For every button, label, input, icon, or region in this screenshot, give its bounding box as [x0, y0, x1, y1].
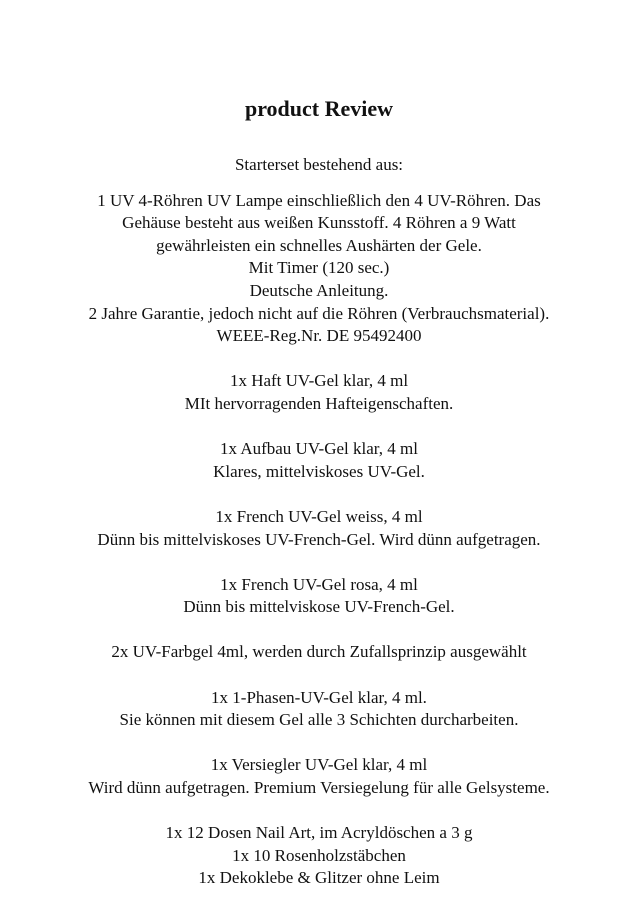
- product-heading: 1x 1-Phasen-UV-Gel klar, 4 ml.: [211, 687, 427, 707]
- lamp-line: Deutsche Anleitung.: [249, 280, 389, 300]
- product-heading: 1x Aufbau UV-Gel klar, 4 ml: [220, 439, 418, 459]
- spacer: [0, 483, 638, 506]
- spacer: [0, 732, 638, 755]
- lamp-line: Mit Timer (120 sec.): [248, 258, 390, 278]
- product-description: Dünn bis mittelviskoses UV-French-Gel. Wird dünn aufgetragen.: [97, 529, 541, 549]
- product-description: Klares, mittelviskoses UV-Gel.: [213, 461, 425, 481]
- product-heading: 1x Haft UV-Gel klar, 4 ml: [229, 371, 409, 391]
- product-heading: 1x French UV-Gel weiss, 4 ml: [215, 506, 423, 526]
- product-description: Wird dünn aufgetragen. Premium Versiegelung für alle Gelsysteme.: [88, 778, 550, 798]
- product-heading: 1x Versiegler UV-Gel klar, 4 ml: [210, 755, 428, 775]
- product-heading: 1x French UV-Gel rosa, 4 ml: [220, 574, 418, 594]
- spacer: [0, 800, 638, 823]
- lamp-line: 1 UV 4-Röhren UV Lampe einschließlich den 4 UV-Röhren. Das: [97, 190, 541, 210]
- spacer: [0, 664, 638, 687]
- lamp-line: gewährleisten ein schnelles Aushärten der Gele.: [156, 235, 482, 255]
- lamp-line: 2 Jahre Garantie, jedoch nicht auf die Röhren (Verbrauchsmaterial).: [88, 303, 550, 323]
- product-heading: 2x UV-Farbgel 4ml, werden durch Zufallsprinzip ausgewählt: [111, 642, 527, 662]
- intro-line: Starterset bestehend aus:: [234, 155, 404, 174]
- spacer: [0, 619, 638, 642]
- accessory-line: 1x Dekoklebe & Glitzer ohne Leim: [198, 868, 440, 888]
- product-description: Sie können mit diesem Gel alle 3 Schichten durcharbeiten.: [119, 710, 519, 730]
- product-description: MIt hervorragenden Hafteigenschaften.: [184, 393, 454, 413]
- document-title: product Review: [244, 96, 394, 121]
- document-body: [0, 154, 638, 890]
- spacer: [0, 416, 638, 439]
- accessory-line: 1x 12 Dosen Nail Art, im Acryldöschen a 3 g: [165, 823, 473, 843]
- accessory-line: 1x 10 Rosenholzstäbchen: [232, 845, 406, 865]
- spacer: [0, 551, 638, 574]
- product-description: Dünn bis mittelviskose UV-French-Gel.: [183, 597, 455, 617]
- spacer: [0, 177, 638, 190]
- lamp-line: Gehäuse besteht aus weißen Kunsstoff. 4 Röhren a 9 Watt: [122, 213, 516, 233]
- lamp-line: WEEE-Reg.Nr. DE 95492400: [216, 326, 422, 346]
- spacer: [0, 348, 638, 371]
